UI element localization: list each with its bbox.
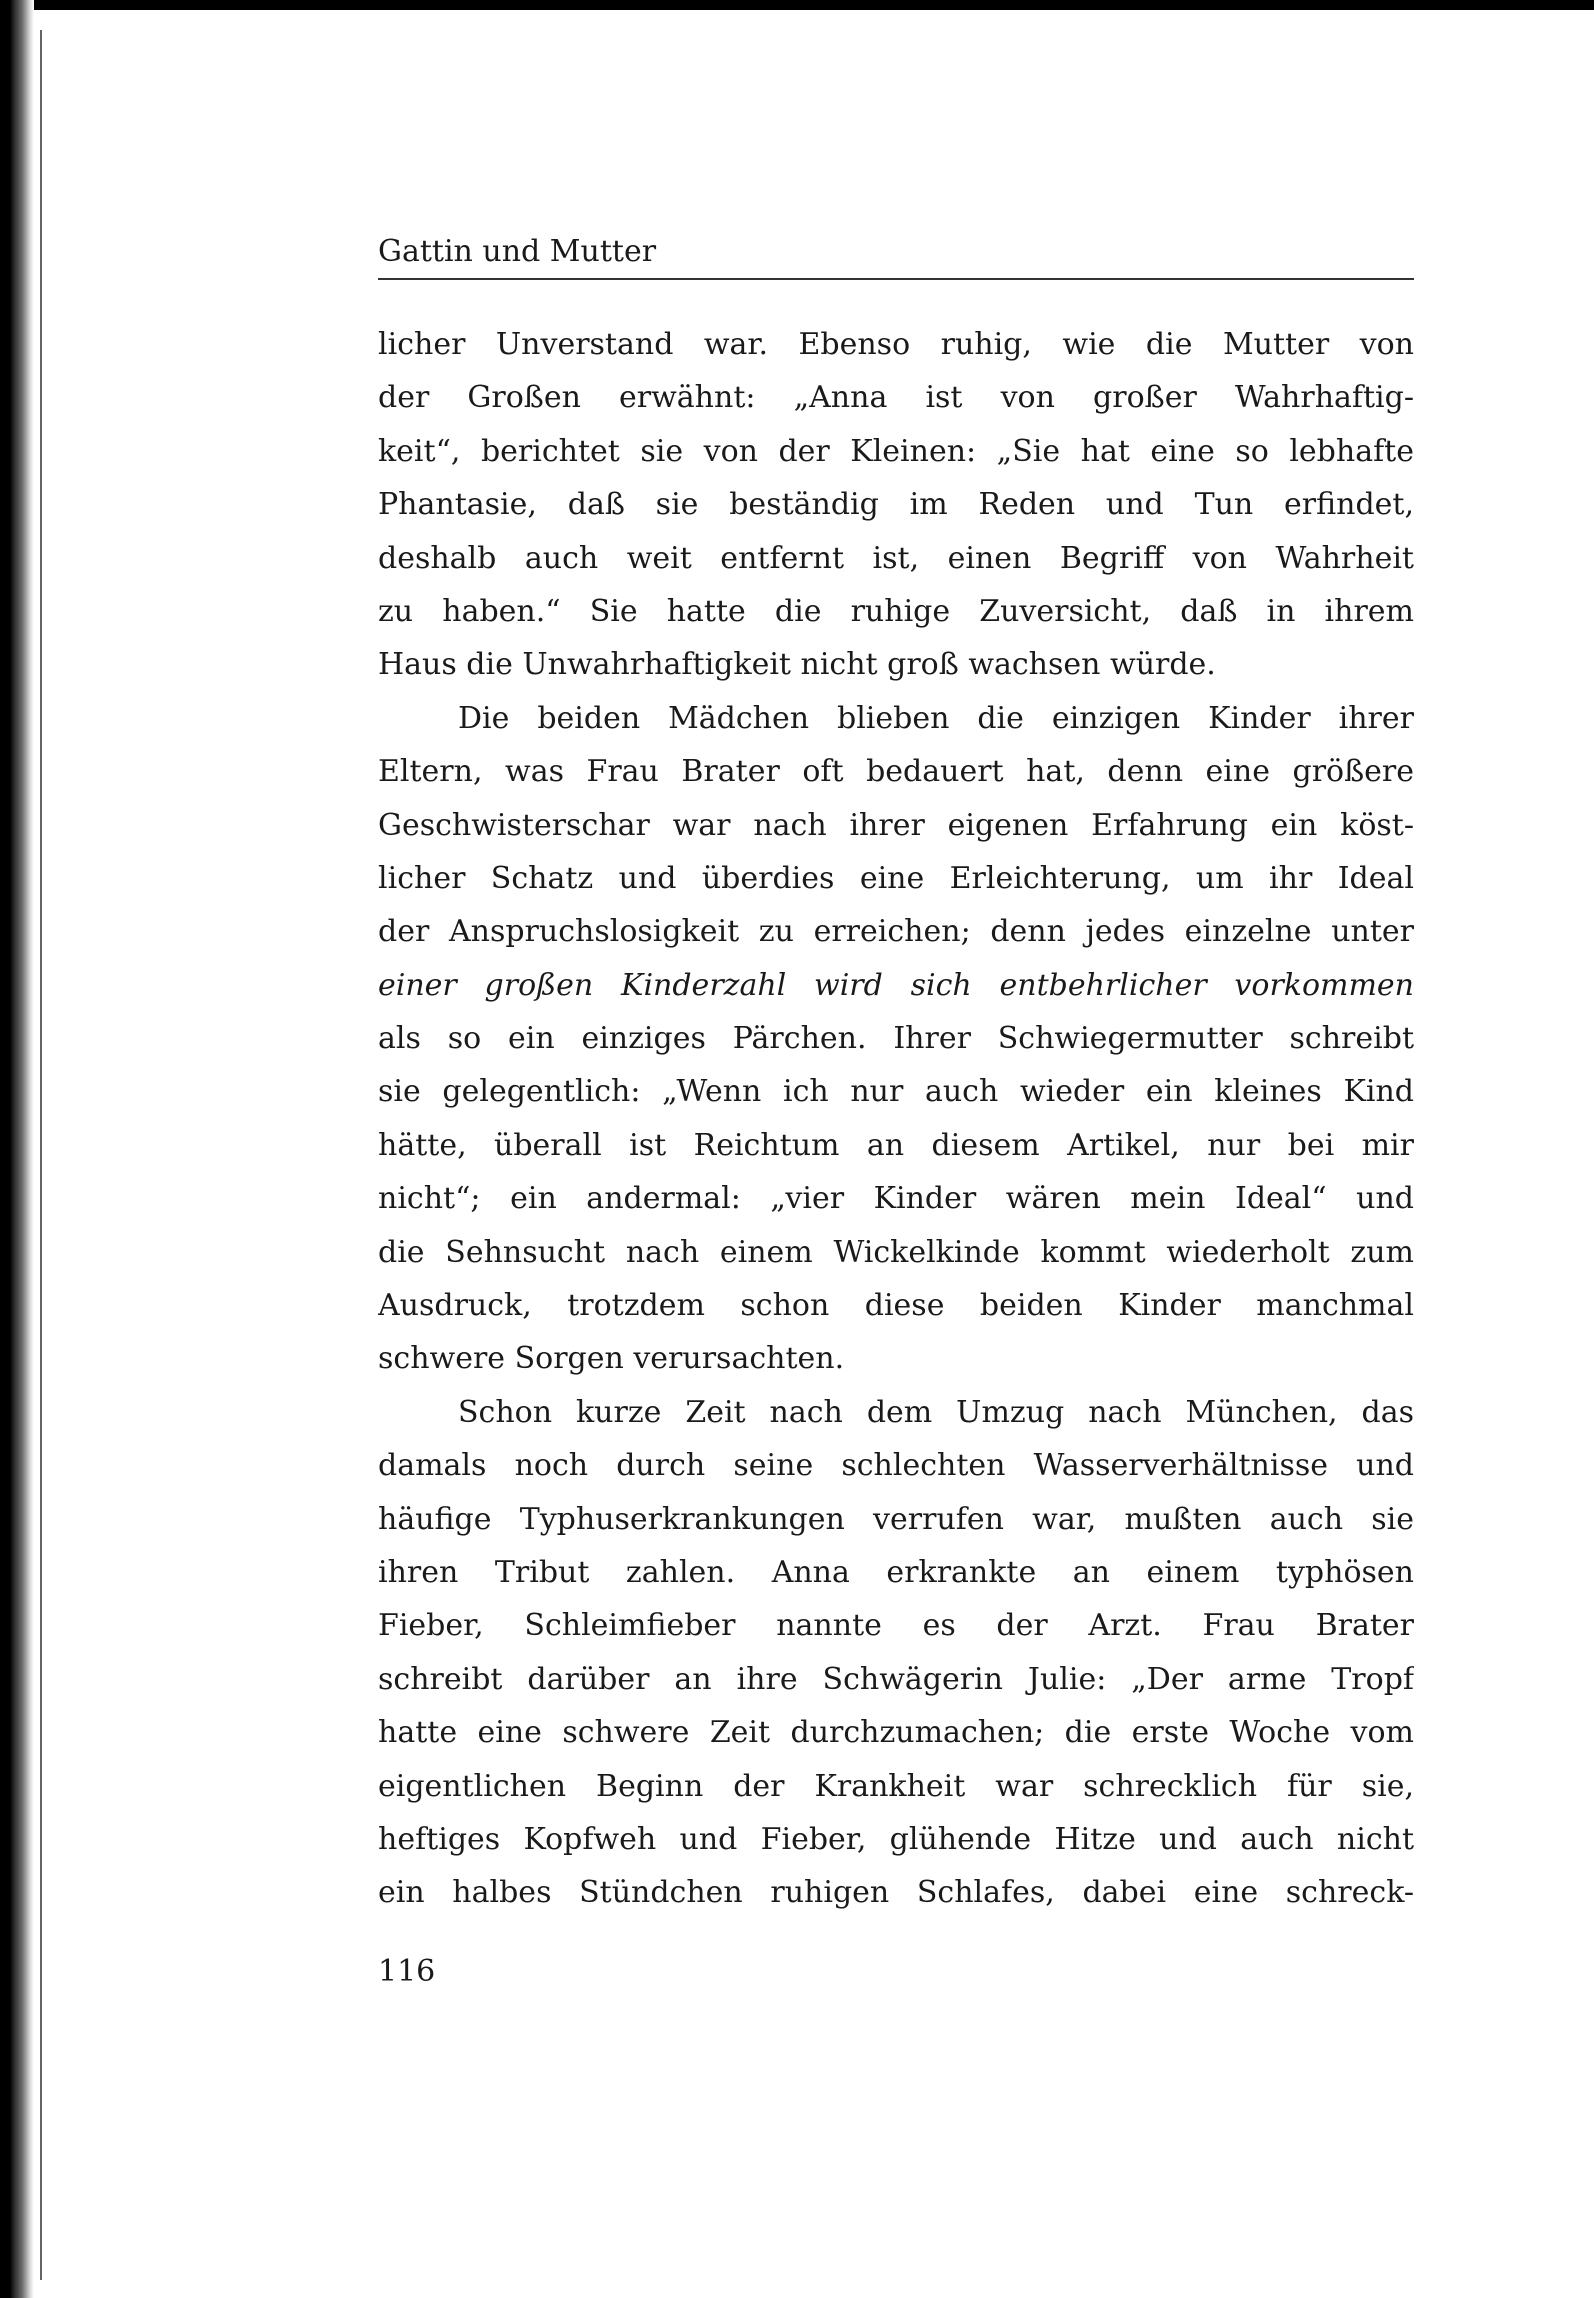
text-line: die Sehnsucht nach einem Wickelkinde kommt wiederholt zum: [378, 1234, 1414, 1270]
text-line: damals noch durch seine schlechten Wasserverhältnisse und: [378, 1448, 1414, 1484]
text-line: als so ein einziges Pärchen. Ihrer Schwiegermutter schreibt: [378, 1021, 1414, 1057]
book-spine-shadow: [0, 0, 34, 2298]
text-line: sie gelegentlich: „Wenn ich nur auch wieder ein kleines Kind: [378, 1074, 1414, 1110]
header-rule: [378, 278, 1414, 280]
text-line: ihren Tribut zahlen. Anna erkrankte an einem typhösen: [378, 1554, 1414, 1590]
running-head: [378, 226, 1414, 280]
book-gutter-line: [40, 30, 42, 2280]
text-line: Ausdruck, trotzdem schon diese beiden Kinder manchmal: [378, 1288, 1414, 1324]
text-line: eigentlichen Beginn der Krankheit war schrecklich für sie,: [378, 1768, 1414, 1804]
page-body-text: [378, 318, 1414, 1920]
text-line: Eltern, was Frau Brater oft bedauert hat, denn eine größere: [378, 754, 1414, 790]
text-line: zu haben.“ Sie hatte die ruhige Zuversicht, daß in ihrem: [378, 593, 1414, 629]
text-line: ein halbes Stündchen ruhigen Schlafes, dabei eine schreck-: [378, 1875, 1414, 1911]
text-line: häufige Typhuserkrankungen verrufen war, mußten auch sie: [378, 1501, 1414, 1537]
text-line: schwere Sorgen verursachten.: [378, 1341, 845, 1377]
text-line: deshalb auch weit entfernt ist, einen Begriff von Wahrheit: [378, 540, 1414, 576]
text-line: Schon kurze Zeit nach dem Umzug nach München, das: [458, 1394, 1414, 1430]
text-line: Fieber, Schleimfieber nannte es der Arzt. Frau Brater: [378, 1608, 1414, 1644]
text-line: Phantasie, daß sie beständig im Reden und Tun erfindet,: [378, 487, 1414, 523]
text-line: licher Schatz und überdies eine Erleichterung, um ihr Ideal: [378, 860, 1414, 896]
text-line: der Großen erwähnt: „Anna ist von großer Wahrhaftig-: [378, 380, 1414, 416]
text-line: licher Unverstand war. Ebenso ruhig, wie die Mutter von: [378, 327, 1414, 362]
emphasized-text: einer großen Kinderzahl wird sich entbehrlicher vorkommen: [378, 967, 1414, 1003]
text-line: nicht“; ein andermal: „vier Kinder wären mein Ideal“ und: [378, 1181, 1414, 1217]
page-number: 116: [378, 1954, 436, 1989]
scan-top-edge: [0, 0, 1594, 10]
text-line: hatte eine schwere Zeit durchzumachen; die erste Woche vom: [378, 1715, 1414, 1751]
text-line: heftiges Kopfweh und Fieber, glühende Hitze und auch nicht: [378, 1821, 1414, 1857]
text-line: der Anspruchslosigkeit zu erreichen; denn jedes einzelne unter: [378, 914, 1414, 950]
text-line: Geschwisterschar war nach ihrer eigenen Erfahrung ein köst-: [378, 807, 1414, 843]
text-line: hätte, überall ist Reichtum an diesem Artikel, nur bei mir: [378, 1127, 1414, 1163]
text-line: keit“, berichtet sie von der Kleinen: „Sie hat eine so lebhafte: [378, 433, 1414, 469]
text-line: Haus die Unwahrhaftigkeit nicht groß wachsen würde.: [378, 647, 1216, 683]
text-line: schreibt darüber an ihre Schwägerin Julie: „Der arme Tropf: [378, 1661, 1414, 1697]
running-head-title: Gattin und Mutter: [378, 234, 657, 269]
text-line: Die beiden Mädchen blieben die einzigen Kinder ihrer: [458, 700, 1414, 736]
text-line-italic: [378, 959, 1414, 1012]
